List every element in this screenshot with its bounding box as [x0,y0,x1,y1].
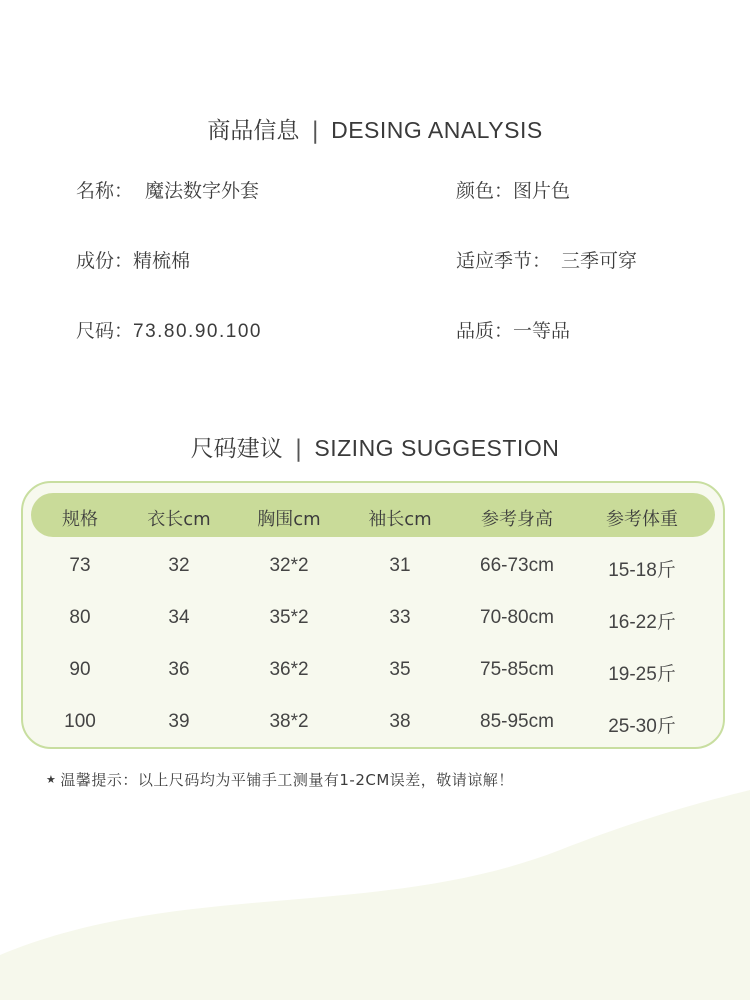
table-cell: 38 [389,711,411,732]
table-cell: 38*2 [269,711,309,732]
star-icon: ★ [46,773,57,786]
table-cell: 66-73cm [480,555,554,576]
header-sleeve: 袖长cm [368,509,432,530]
info-material [76,246,190,273]
info-label: 成份： [76,250,134,272]
table-cell: 25-30斤 [608,716,676,737]
header-height: 参考身高 [481,509,553,530]
table-cell: 32*2 [269,555,309,576]
info-value: 73.80.90.100 [133,321,262,342]
header-weight: 参考体重 [606,509,678,530]
info-value: 精梳棉 [133,250,191,272]
measurement-note [46,769,514,790]
info-quality [456,316,570,343]
table-cell: 16-22斤 [608,612,676,633]
table-cell: 75-85cm [480,659,554,680]
info-color [456,176,570,203]
info-season [456,246,637,273]
table-cell: 34 [168,607,190,628]
info-label: 名称： [76,180,134,202]
table-cell: 32 [168,555,190,576]
info-name [76,176,259,203]
table-cell: 36*2 [269,659,309,680]
info-label: 颜色： [456,180,514,202]
info-value: 魔法数字外套 [145,180,260,202]
table-cell: 35*2 [269,607,309,628]
title-separator: | [311,118,320,144]
product-info-title [0,112,750,145]
table-cell: 33 [389,607,411,628]
info-value: 三季可穿 [561,250,638,272]
sizing-title [0,430,750,463]
table-cell: 85-95cm [480,711,554,732]
info-label: 尺码： [76,320,134,342]
table-cell: 36 [168,659,190,680]
product-info-title-en: DESING ANALYSIS [331,117,543,143]
table-cell: 19-25斤 [608,664,676,685]
sizing-title-cn: 尺码建议 [190,436,283,462]
header-size: 规格 [62,509,98,530]
table-cell: 31 [389,555,411,576]
info-value: 一等品 [513,320,571,342]
sizing-title-en: SIZING SUGGESTION [314,435,560,461]
table-cell: 73 [69,555,91,576]
info-label: 品质： [456,320,514,342]
table-cell: 90 [69,659,91,680]
table-cell: 15-18斤 [608,560,676,581]
table-cell: 70-80cm [480,607,554,628]
title-separator: | [294,436,303,462]
table-cell: 35 [389,659,411,680]
table-cell: 39 [168,711,190,732]
header-length: 衣长cm [147,509,211,530]
table-cell: 100 [64,711,96,732]
info-sizes [76,316,262,343]
info-value: 图片色 [513,180,571,202]
table-cell: 80 [69,607,91,628]
note-text: 温馨提示：以上尺码均为平铺手工测量有1-2CM误差，敬请谅解！ [60,771,514,789]
product-info-title-cn: 商品信息 [207,118,300,144]
size-table [21,481,725,749]
info-label: 适应季节： [456,250,552,272]
header-chest: 胸围cm [257,509,321,530]
